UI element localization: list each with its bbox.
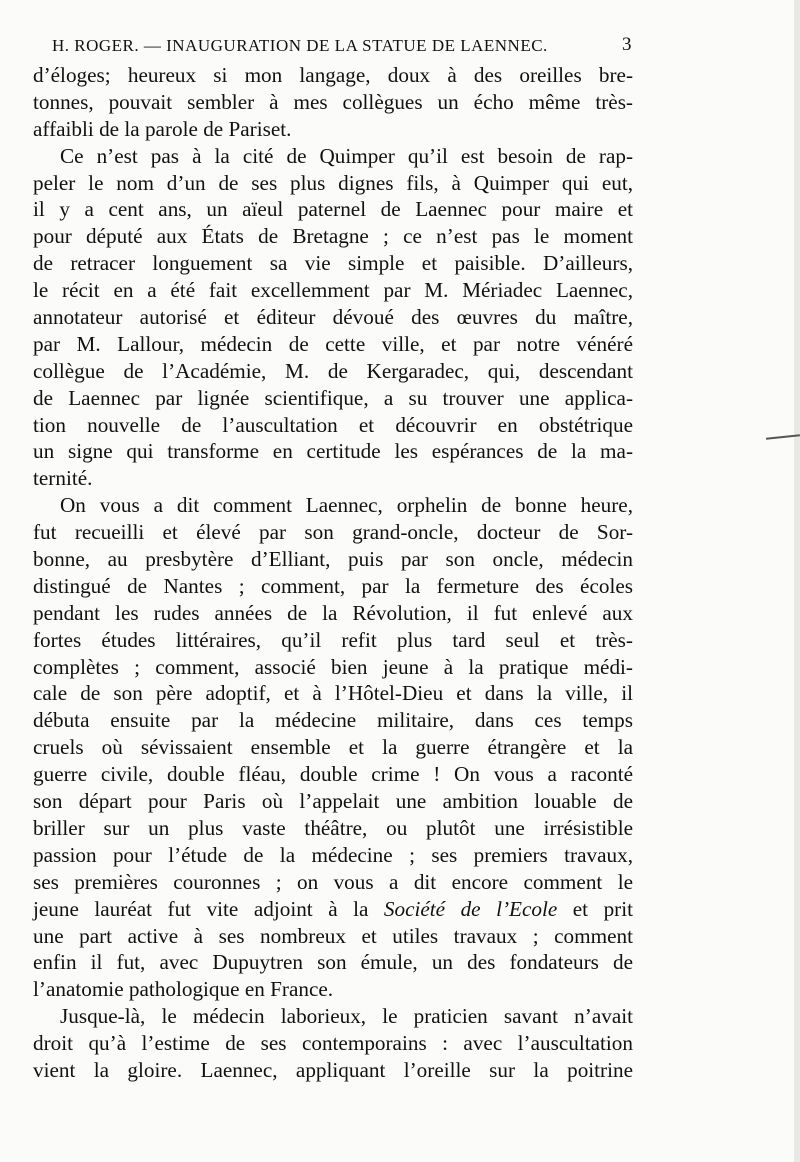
text-line: pendant les rudes années de la Révolution, il fut enlevé aux — [33, 600, 633, 625]
text-line — [33, 896, 633, 923]
text-line: vient la gloire. Laennec, appliquant l’oreille sur la poitrine — [33, 1057, 633, 1082]
text-line: distingué de Nantes ; comment, par la fermeture des écoles — [33, 573, 633, 598]
text-line: un signe qui transforme en certitude les espérances de la ma- — [33, 439, 633, 464]
text-line: ternité. — [33, 466, 93, 491]
text-line: fortes études littéraires, qu’il refit plus tard seul et très- — [33, 627, 633, 652]
text-line: cruels où sévissaient ensemble et la guerre étrangère et la — [33, 735, 633, 760]
page-number: 3 — [622, 34, 632, 55]
text-line: une part active à ses nombreux et utiles travaux ; comment — [33, 923, 633, 948]
text-line: fut recueilli et élevé par son grand-oncle, docteur de Sor- — [33, 520, 633, 545]
text-run: jeune lauréat fut vite adjoint à la — [33, 896, 384, 921]
text-line: briller sur un plus vaste théâtre, ou plutôt une irrésistible — [33, 815, 633, 840]
text-line: son départ pour Paris où l’appelait une ambition louable de — [33, 789, 633, 814]
text-line: débuta ensuite par la médecine militaire, dans ces temps — [33, 708, 633, 733]
text-line: Jusque-là, le médecin laborieux, le praticien savant n’avait — [60, 1004, 633, 1029]
text-line: annotateur autorisé et éditeur dévoué des œuvres du maître, — [33, 305, 633, 330]
text-line: il y a cent ans, un aïeul paternel de Laennec pour maire et — [33, 197, 633, 222]
text-line: bonne, au presbytère d’Elliant, puis par son oncle, médecin — [33, 547, 633, 572]
text-line: Ce n’est pas à la cité de Quimper qu’il est besoin de rap- — [60, 143, 633, 168]
text-line: cale de son père adoptif, et à l’Hôtel-Dieu et dans la ville, il — [33, 681, 633, 706]
text-line: tion nouvelle de l’auscultation et découvrir en obstétrique — [33, 412, 633, 437]
text-line: affaibli de la parole de Pariset. — [33, 116, 292, 141]
running-header — [52, 36, 632, 60]
text-line: pour député aux États de Bretagne ; ce n’est pas le moment — [33, 224, 633, 249]
text-line: tonnes, pouvait sembler à mes collègues un écho même très- — [33, 89, 633, 114]
body-text — [33, 62, 633, 1084]
text-line: par M. Lallour, médecin de cette ville, et par notre vénéré — [33, 331, 633, 356]
header-title: H. ROGER. — INAUGURATION DE LA STATUE DE LAENNEC. — [52, 36, 548, 55]
text-line: droit qu’à l’estime de ses contemporains : avec l’auscultation — [33, 1031, 633, 1056]
italic-title: Société de l’Ecole — [383, 896, 558, 921]
text-line: passion pour l’étude de la médecine ; ses premiers travaux, — [33, 842, 633, 867]
text-line: On vous a dit comment Laennec, orphelin de bonne heure, — [60, 493, 633, 518]
text-line: d’éloges; heureux si mon langage, doux à des oreilles bre- — [33, 63, 633, 87]
text-run: et prit — [557, 896, 633, 921]
page-edge-shadow — [794, 0, 800, 1162]
text-line: le récit en a été fait excellemment par M. Mériadec Laennec, — [33, 278, 633, 303]
text-line: collègue de l’Académie, M. de Kergaradec, qui, descendant — [33, 358, 633, 383]
text-line: l’anatomie pathologique en France. — [33, 977, 334, 1002]
text-line: complètes ; comment, associé bien jeune à la pratique médi- — [33, 654, 633, 679]
text-line: de Laennec par lignée scientifique, a su trouver une applica- — [33, 385, 633, 410]
text-line: de retracer longuement sa vie simple et paisible. D’ailleurs, — [33, 251, 633, 276]
text-line: ses premières couronnes ; on vous a dit encore comment le — [33, 869, 633, 894]
text-line: enfin il fut, avec Dupuytren son émule, un des fondateurs de — [33, 950, 633, 975]
text-line: guerre civile, double fléau, double crime ! On vous a raconté — [33, 762, 633, 787]
text-line: peler le nom d’un de ses plus dignes fils, à Quimper qui eut, — [33, 170, 633, 195]
